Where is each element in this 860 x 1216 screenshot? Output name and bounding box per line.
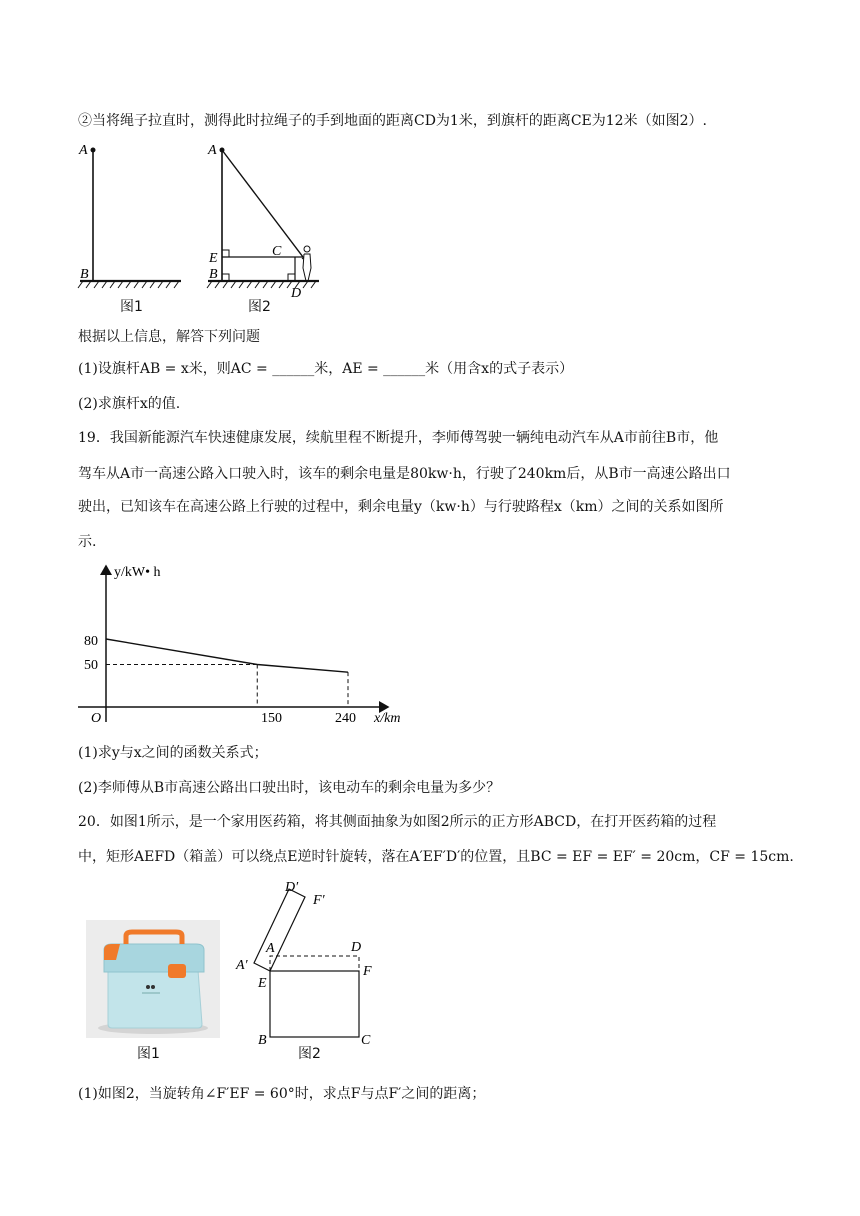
q18-fig2-caption: 图2 <box>248 299 271 315</box>
q18-figure-1 <box>78 143 181 288</box>
origin-label: O <box>91 711 102 726</box>
y-axis-label: y/kW• h <box>114 565 161 580</box>
person-icon <box>302 246 311 281</box>
x-tick-label-1: 240 <box>335 711 356 726</box>
y-tick-label-1: 50 <box>84 658 98 673</box>
q18-figures <box>75 138 335 318</box>
q18-fig2-label-a: A <box>208 143 217 158</box>
q18-fig2-label-b: B <box>209 267 218 282</box>
y-tick-label-0: 80 <box>84 634 98 649</box>
q19-line-4: 示. <box>78 534 97 550</box>
q19-line-1: 19．我国新能源汽车快速健康发展，续航里程不断提升，李师傅驾驶一辆纯电动汽车从A市前往B市，他 <box>78 430 719 446</box>
q18-fig2-label-c: C <box>272 244 282 259</box>
q20-label-c: C <box>361 1033 371 1048</box>
q20-label-d-prime: D′ <box>285 880 299 895</box>
q20-line-1: 20．如图1所示，是一个家用医药箱，将其侧面抽象为如图2所示的正方形ABCD，在打开医药箱的过程 <box>78 814 717 830</box>
q19-line-2: 驾车从A市一高速公路入口驶入时，该车的剩余电量是80kw·h，行驶了240km后，从B市一高速公路出口 <box>78 466 731 482</box>
q20-label-d: D <box>351 940 362 955</box>
q20-line-2: 中，矩形AEFD（箱盖）可以绕点E逆时针旋转，落在A′EF′D′的位置，且BC = EF = EF′ = 20cm，CF = 15cm. <box>78 849 794 865</box>
q20-fig1-caption: 图1 <box>137 1046 160 1062</box>
q19-part-2: (2)李师傅从B市高速公路出口驶出时，该电动车的剩余电量为多少？ <box>78 780 501 796</box>
q18-line-2: ②当将绳子拉直时，测得此时拉绳子的手到地面的距离CD为1米，到旗杆的距离CE为12米（如图2）. <box>78 113 707 129</box>
series-line <box>106 639 348 672</box>
q20-part-1: (1)如图2，当旋转角∠F′EF = 60°时，求点F与点F′之间的距离； <box>78 1086 486 1102</box>
q19-chart <box>76 560 426 730</box>
medicine-box-photo <box>86 920 220 1038</box>
x-axis-label: x/km <box>374 711 401 726</box>
q18-fig1-label-a: A <box>79 143 88 158</box>
q18-fig2-label-e: E <box>209 251 218 266</box>
q20-figure-2 <box>230 876 390 1051</box>
q18-fig2-label-d: D <box>291 286 302 301</box>
q20-fig2-caption: 图2 <box>298 1046 321 1062</box>
q18-fig1-label-b: B <box>80 267 89 282</box>
q18-part-1: (1)设旗杆AB = x米，则AC = ______米，AE = ______米（用含x的式子表示） <box>78 361 574 377</box>
q20-label-e: E <box>258 976 267 991</box>
x-tick-label-0: 150 <box>261 711 282 726</box>
q18-fig1-caption: 图1 <box>120 299 143 315</box>
q18-part-2: (2)求旗杆x的值. <box>78 396 181 412</box>
q19-part-1: (1)求y与x之间的函数关系式； <box>78 745 268 761</box>
q18-intro: 根据以上信息，解答下列问题 <box>78 329 260 345</box>
q20-label-a-prime: A′ <box>236 958 248 973</box>
q20-label-f: F <box>363 964 372 979</box>
q19-line-3: 驶出，已知该车在高速公路上行驶的过程中，剩余电量y（kw·h）与行驶路程x（km）之间的关系如图所 <box>78 499 724 515</box>
q20-label-f-prime: F′ <box>313 893 325 908</box>
q18-figure-2 <box>207 143 319 301</box>
q20-label-a: A <box>266 941 275 956</box>
q20-label-b: B <box>258 1033 267 1048</box>
